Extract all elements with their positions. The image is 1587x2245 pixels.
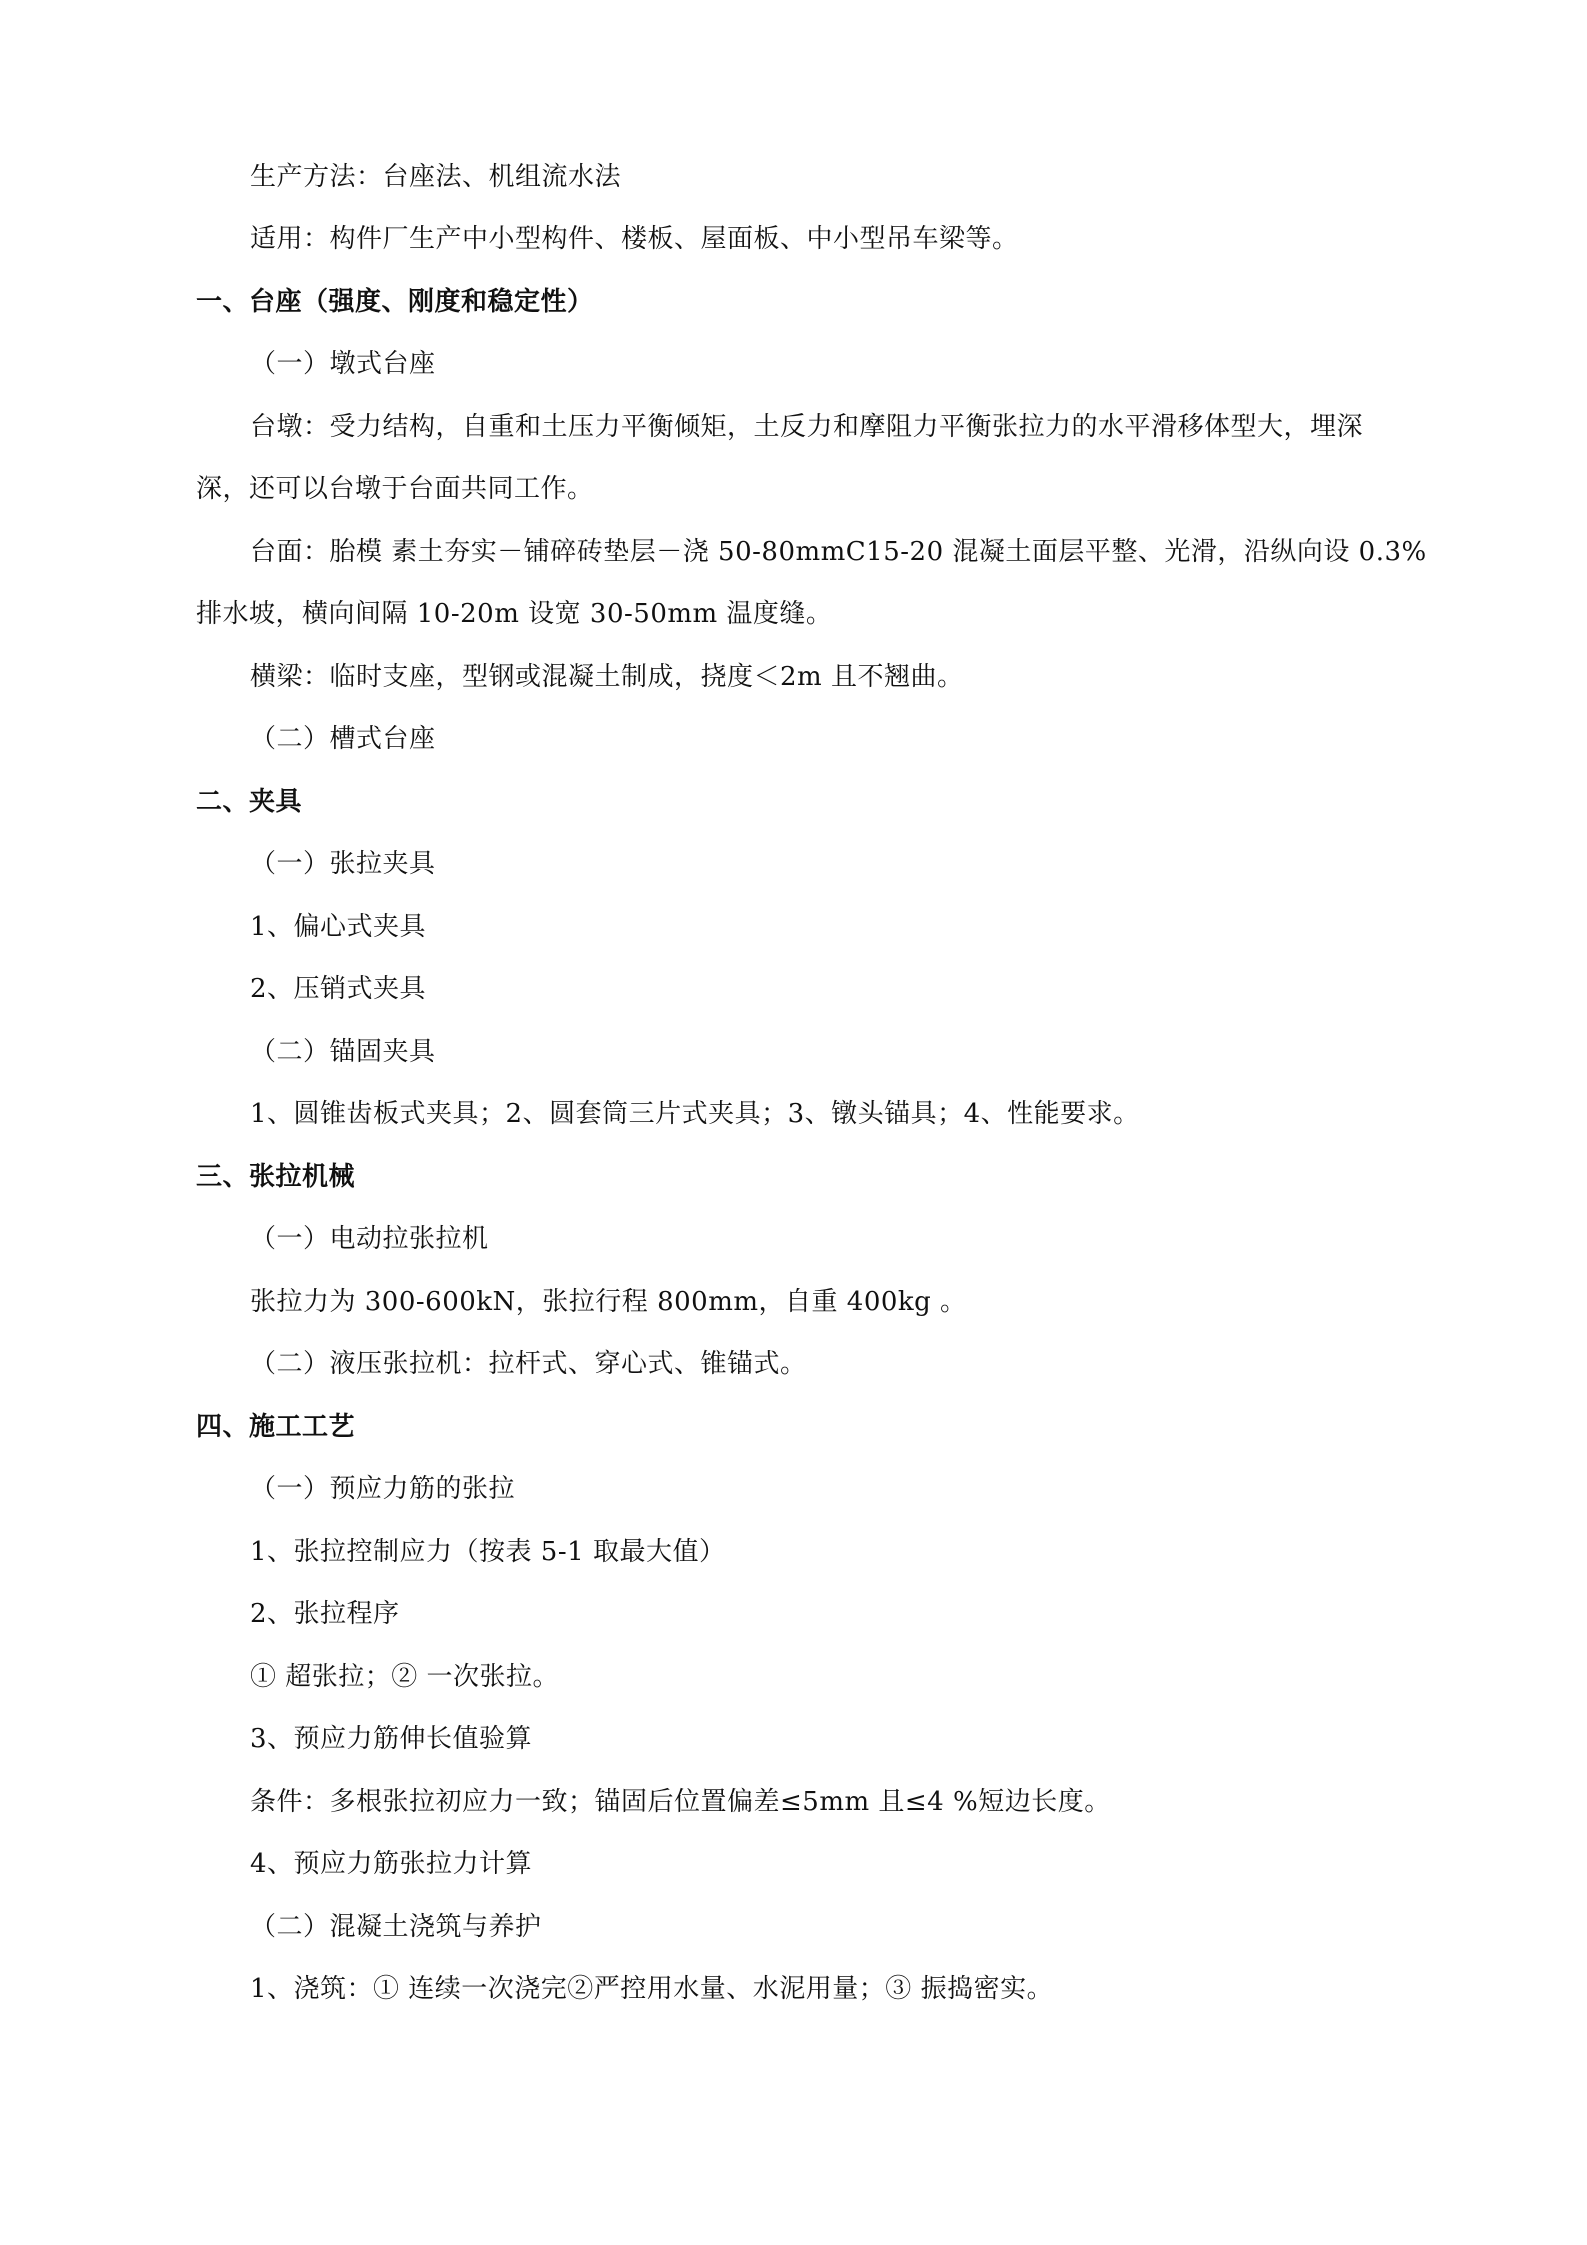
subsection-heading: （二）液压张拉机：拉杆式、穿心式、锥锚式。 bbox=[250, 1349, 807, 1379]
text-line: 台墩：受力结构，自重和土压力平衡倾矩，土反力和摩阻力平衡张拉力的水平滑移体型大，埋深 bbox=[250, 412, 1364, 442]
list-item: 2、张拉程序 bbox=[250, 1599, 400, 1629]
text-line: 生产方法：台座法、机组流水法 bbox=[250, 162, 622, 192]
list-item: 3、预应力筋伸长值验算 bbox=[250, 1724, 533, 1754]
subsection-heading: （一）电动拉张拉机 bbox=[250, 1224, 489, 1254]
section-heading: 三、张拉机械 bbox=[196, 1162, 356, 1192]
text-line: 深，还可以台墩于台面共同工作。 bbox=[196, 474, 594, 504]
list-item: 1、圆锥齿板式夹具；2、圆套筒三片式夹具；3、镦头锚具；4、性能要求。 bbox=[250, 1099, 1140, 1129]
list-item: 1、张拉控制应力（按表 5-1 取最大值） bbox=[250, 1537, 726, 1567]
text-line: ① 超张拉；② 一次张拉。 bbox=[250, 1662, 560, 1692]
text-line: 横梁：临时支座，型钢或混凝土制成，挠度＜2m 且不翘曲。 bbox=[250, 662, 964, 692]
subsection-heading: （一）墩式台座 bbox=[250, 349, 436, 379]
list-item: 1、浇筑：① 连续一次浇完②严控用水量、水泥用量；③ 振捣密实。 bbox=[250, 1974, 1054, 2004]
text-line: 张拉力为 300-600kN，张拉行程 800mm，自重 400kg 。 bbox=[250, 1287, 967, 1317]
subsection-heading: （二）混凝土浇筑与养护 bbox=[250, 1912, 542, 1942]
section-heading: 二、夹具 bbox=[196, 787, 303, 817]
text-line: 排水坡，横向间隔 10-20m 设宽 30-50mm 温度缝。 bbox=[196, 599, 833, 629]
text-line: 适用：构件厂生产中小型构件、楼板、屋面板、中小型吊车梁等。 bbox=[250, 224, 1019, 254]
subsection-heading: （二）锚固夹具 bbox=[250, 1037, 436, 1067]
text-line: 条件：多根张拉初应力一致；锚固后位置偏差≤5mm 且≤4 %短边长度。 bbox=[250, 1787, 1111, 1817]
list-item: 4、预应力筋张拉力计算 bbox=[250, 1849, 533, 1879]
list-item: 1、偏心式夹具 bbox=[250, 912, 427, 942]
section-heading: 四、施工工艺 bbox=[196, 1412, 356, 1442]
section-heading: 一、台座（强度、刚度和稳定性） bbox=[196, 287, 594, 317]
list-item: 2、压销式夹具 bbox=[250, 974, 427, 1004]
subsection-heading: （一）预应力筋的张拉 bbox=[250, 1474, 516, 1504]
subsection-heading: （一）张拉夹具 bbox=[250, 849, 436, 879]
text-line: 台面：胎模 素土夯实－铺碎砖垫层－浇 50-80mmC15-20 混凝土面层平整、光滑，沿纵向设 0.3% bbox=[250, 537, 1427, 567]
subsection-heading: （二）槽式台座 bbox=[250, 724, 436, 754]
